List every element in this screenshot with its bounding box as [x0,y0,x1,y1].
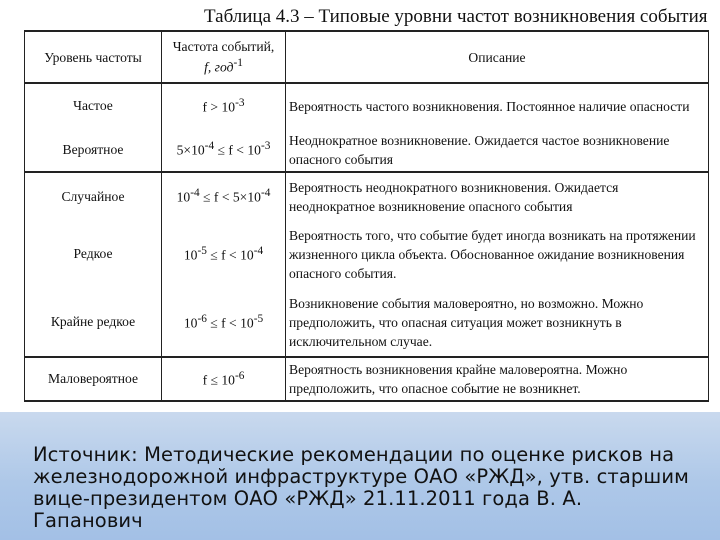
row-frequency [162,83,286,128]
header-frequency-line2: f, год [204,59,234,75]
freq-text: 10 [183,247,198,263]
row-description: Неоднократное возникновение. Ожидается частое возникновение опасного события [286,128,709,172]
freq-text: 10 [176,189,191,205]
freq-text: ≤ f < 10 [214,142,261,158]
header-description: Описание [286,31,709,83]
freq-exp: -3 [235,96,245,109]
freq-exp: -4 [253,244,264,257]
row-level: Вероятное [25,128,162,172]
table-title: Таблица 4.3 – Типовые уровни частот возникновения события [204,6,708,27]
freq-text: ≤ f < 5×10 [199,189,261,205]
row-description: Вероятность неоднократного возникновения. Ожидается неоднократное возникновение опасного события [286,172,709,220]
freq-exp: -4 [260,187,271,200]
row-frequency [162,357,286,401]
freq-exp: -6 [234,369,245,382]
source-panel [0,412,720,540]
freq-exp: -4 [204,140,215,153]
freq-exp: -3 [260,140,271,153]
row-description: Вероятность возникновения крайне маловероятна. Можно предположить, что опасное событие не возникнет. [286,357,709,401]
row-level: Случайное [25,172,162,220]
source-text: Источник: Методические рекомендации по оценке рисков на железнодорожной инфраструктуре ОАО «РЖД», утв. старшим вице-президентом ОАО «РЖД» 21.11.2011 года В. А. Гапанович [33,443,689,532]
freq-text: f > 10 [202,99,236,115]
header-frequency-line1: Частота событий, [172,39,275,55]
freq-text: ≤ f < 10 [206,315,254,331]
freq-text: ≤ f < 10 [206,247,254,263]
row-level: Маловероятное [25,357,162,401]
frequency-levels-table [24,30,709,402]
row-frequency [162,128,286,172]
freq-exp: -5 [197,244,207,257]
row-level: Частое [25,83,162,128]
table-row [25,220,709,288]
header-frequency [162,31,286,83]
freq-text: 10 [183,315,198,331]
table-row [25,357,709,401]
header-frequency-exp: -1 [233,57,243,70]
freq-exp: -6 [197,312,207,325]
freq-text: f ≤ 10 [202,372,235,388]
freq-text: 5×10 [176,142,205,158]
row-level: Редкое [25,220,162,288]
row-description: Вероятность того, что событие будет иногда возникать на протяжении жизненного цикла объекта. Обоснованное ожидание возникновения опасного события. [286,220,709,288]
table-row [25,172,709,220]
row-description: Возникновение события маловероятно, но возможно. Можно предположить, что опасная ситуация может возникнуть в исключительном случае. [286,288,709,357]
table-row [25,288,709,357]
row-frequency [162,172,286,220]
table-row [25,128,709,172]
freq-exp: -5 [253,312,264,325]
header-level: Уровень частоты [25,31,162,83]
table-row [25,83,709,128]
table-header-row [25,31,709,83]
freq-exp: -4 [190,187,200,200]
row-level: Крайне редкое [25,288,162,357]
row-description: Вероятность частого возникновения. Постоянное наличие опасности [286,83,709,128]
row-frequency [162,220,286,288]
row-frequency [162,288,286,357]
